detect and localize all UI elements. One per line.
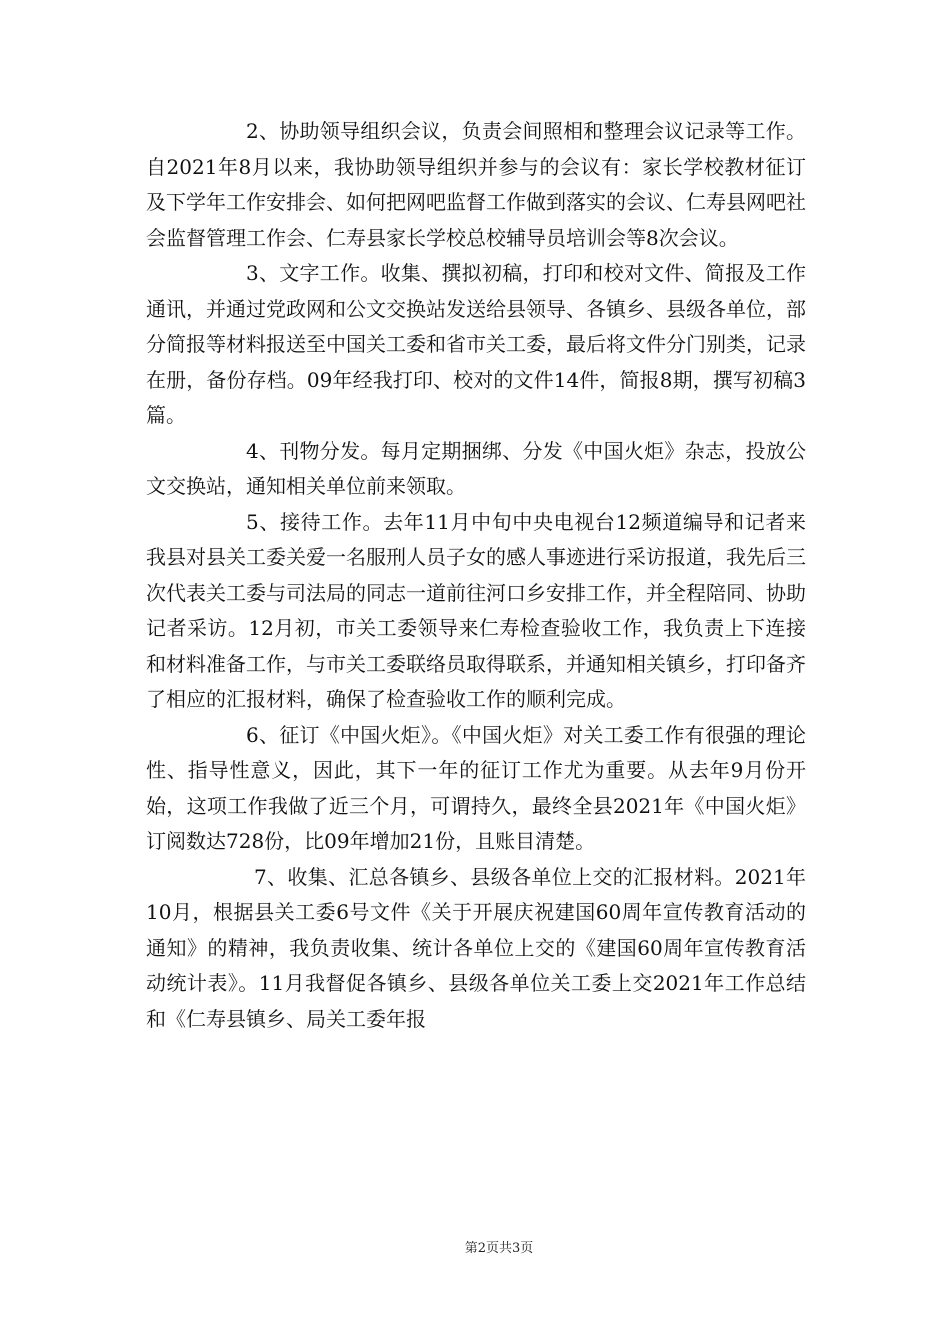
paragraph-meetings: 2、协助领导组织会议，负责会间照相和整理会议记录等工作。自2021年8月以来，我协助领导组织并参与的会议有：家长学校教材征订及下学年工作安排会、如何把网吧监督工作做到落实的会议、仁寿县网吧社会监督管理工作会、仁寿县家长学校总校辅导员培训会等8次会议。	[146, 119, 806, 250]
page-number-footer	[0, 1237, 950, 1256]
paragraph-report-collection: 7、收集、汇总各镇乡、县级各单位上交的汇报材料。2021年10月，根据县关工委6号文件《关于开展庆祝建国60周年宣传教育活动的通知》的精神，我负责收集、统计各单位上交的《建国60周年宣传教育活动统计表》。11月我督促各镇乡、县级各单位关工委上交2021年工作总结和《仁寿县镇乡、局关工委年报	[146, 864, 806, 1031]
page-number-text: 第2页共3页	[464, 1241, 534, 1256]
paragraph-publication-distribution: 4、刊物分发。每月定期捆绑、分发《中国火炬》杂志，投放公文交换站，通知相关单位前来领取。	[146, 438, 806, 498]
paragraph-reception-work: 5、接待工作。去年11月中旬中央电视台12频道编导和记者来我县对县关工委关爱一名服刑人员子女的感人事迹进行采访报道，我先后三次代表关工委与司法局的同志一道前往河口乡安排工作，并全程陪同、协助记者采访。12月初，市关工委领导来仁寿检查验收工作，我负责上下连接和材料准备工作，与市关工委联络员取得联系，并通知相关镇乡，打印备齐了相应的汇报材料，确保了检查验收工作的顺利完成。	[146, 509, 806, 711]
paragraph-writing-work: 3、文字工作。收集、撰拟初稿，打印和校对文件、简报及工作通讯，并通过党政网和公文交换站发送给县领导、各镇乡、县级各单位，部分简报等材料报送至中国关工委和省市关工委，最后将文件分门别类，记录在册，备份存档。09年经我打印、校对的文件14件，简报8期，撰写初稿3篇。	[146, 261, 806, 427]
paragraph-subscription: 6、征订《中国火炬》。《中国火炬》对关工委工作有很强的理论性、指导性意义，因此，其下一年的征订工作尤为重要。从去年9月份开始，这项工作我做了近三个月，可谓持久，最终全县2021年《中国火炬》订阅数达728份，比09年增加21份，且账目清楚。	[146, 722, 806, 853]
document-body	[146, 114, 806, 1037]
